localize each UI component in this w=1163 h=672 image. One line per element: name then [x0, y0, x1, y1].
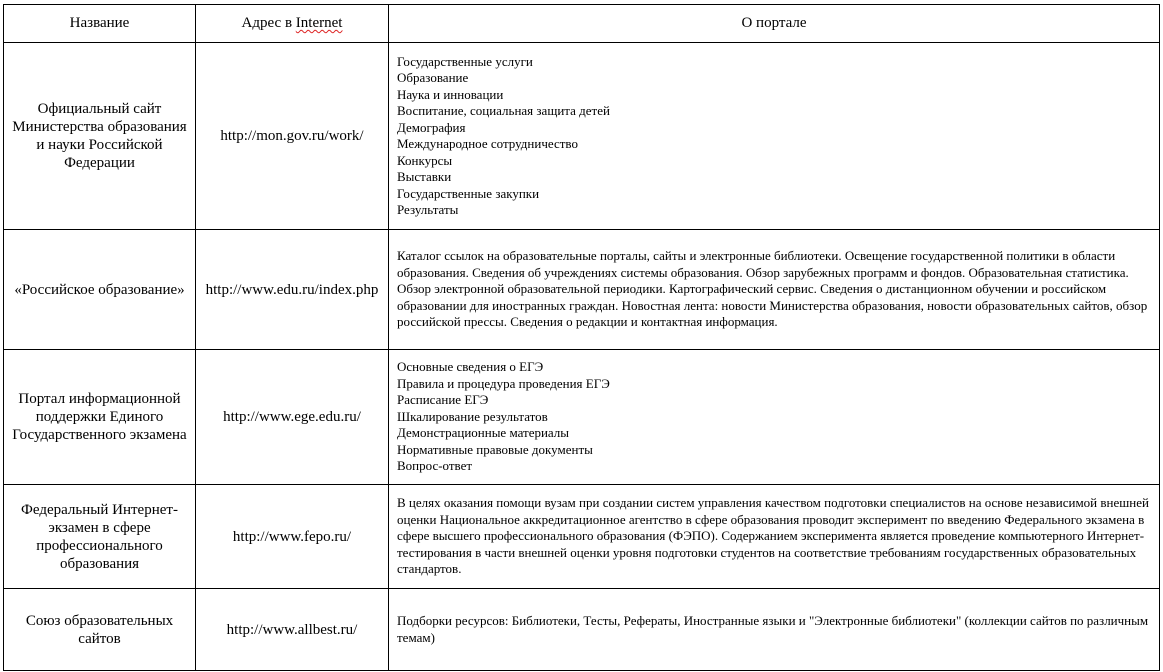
header-name: Название — [4, 5, 196, 43]
list-item: Международное сотрудничество — [397, 136, 578, 151]
table-row — [4, 230, 1160, 350]
portal-name: Союз образовательных сайтов — [4, 589, 196, 671]
portal-about: В целях оказания помощи вузам при создании систем управления качеством подготовки специалистов на основе независимой внешней оценки Национальное аккредитационное агентство в сфере образования проводит эксперимент по введению Федерального экзамена в сфере высшего профессионального образования (ФЭПО). Содержанием эксперимента является проведение компьютерного Интернет-тестирования в части внешней оценки уровня подготовки студентов на соответствие требованиям государственных образовательных стандартов. — [389, 485, 1160, 589]
portal-url: http://www.edu.ru/index.php — [196, 230, 389, 350]
table-header-row — [4, 5, 1160, 43]
list-item: Конкурсы — [397, 152, 453, 168]
portal-name: Федеральный Интернет-экзамен в сфере профессионального образования — [4, 485, 196, 589]
list-item: Наука и инновации — [397, 86, 504, 102]
table-row — [4, 350, 1160, 485]
list-item: Нормативные правовые документы — [397, 441, 593, 457]
header-address — [196, 5, 389, 43]
portal-name: Портал информационной поддержки Единого Государственного экзамена — [4, 350, 196, 485]
list-item: Образование — [397, 70, 469, 85]
portal-url: http://www.allbest.ru/ — [196, 589, 389, 671]
list-item: Выставки — [397, 169, 452, 184]
portal-about — [389, 43, 1160, 230]
list-item: Расписание ЕГЭ — [397, 392, 489, 408]
list-item: Государственные услуги — [397, 53, 533, 69]
table-row — [4, 485, 1160, 589]
table-row — [4, 589, 1160, 671]
list-item: Правила и процедура проведения ЕГЭ — [397, 375, 610, 391]
portal-about: Каталог ссылок на образовательные порталы, сайты и электронные библиотеки. Освещение государственной политики в области образования. Сведения об учреждениях системы образования. Обзор зарубежных программ и фондов. Образовательная статистика. Обзор электронной образовательной периодики. Картографический сервис. Сведения о дистанционном обучении и российском образовании для иностранных граждан. Новостная лента: новости Министерства образования, новости образовательных сайтов, обзор российской прессы. Сведения о редакции и контактная информация. — [389, 230, 1160, 350]
table-row — [4, 43, 1160, 230]
portal-name: «Российское образование» — [4, 230, 196, 350]
about-list — [397, 359, 1151, 475]
list-item: Демография — [397, 119, 466, 135]
header-address-word: Internet — [295, 15, 343, 31]
list-item: Воспитание, социальная защита детей — [397, 103, 610, 118]
list-item: Основные сведения о ЕГЭ — [397, 359, 544, 375]
header-about: О портале — [389, 5, 1160, 43]
portals-table — [3, 4, 1160, 671]
list-item: Государственные закупки — [397, 185, 540, 201]
portal-url: http://www.ege.edu.ru/ — [196, 350, 389, 485]
portal-url: http://www.fepo.ru/ — [196, 485, 389, 589]
portal-about — [389, 350, 1160, 485]
header-address-prefix: Адрес в — [241, 15, 293, 31]
portal-about: Подборки ресурсов: Библиотеки, Тесты, Рефераты, Иностранные языки и "Электронные библиотеки" (коллекции сайтов по различным темам) — [389, 589, 1160, 671]
portal-url: http://mon.gov.ru/work/ — [196, 43, 389, 230]
list-item: Демонстрационные материалы — [397, 425, 570, 441]
list-item: Шкалирование результатов — [397, 408, 548, 424]
portal-name: Официальный сайт Министерства образования и науки Российской Федерации — [4, 43, 196, 230]
about-list — [397, 54, 1151, 219]
list-item: Вопрос-ответ — [397, 458, 473, 474]
list-item: Результаты — [397, 202, 459, 217]
